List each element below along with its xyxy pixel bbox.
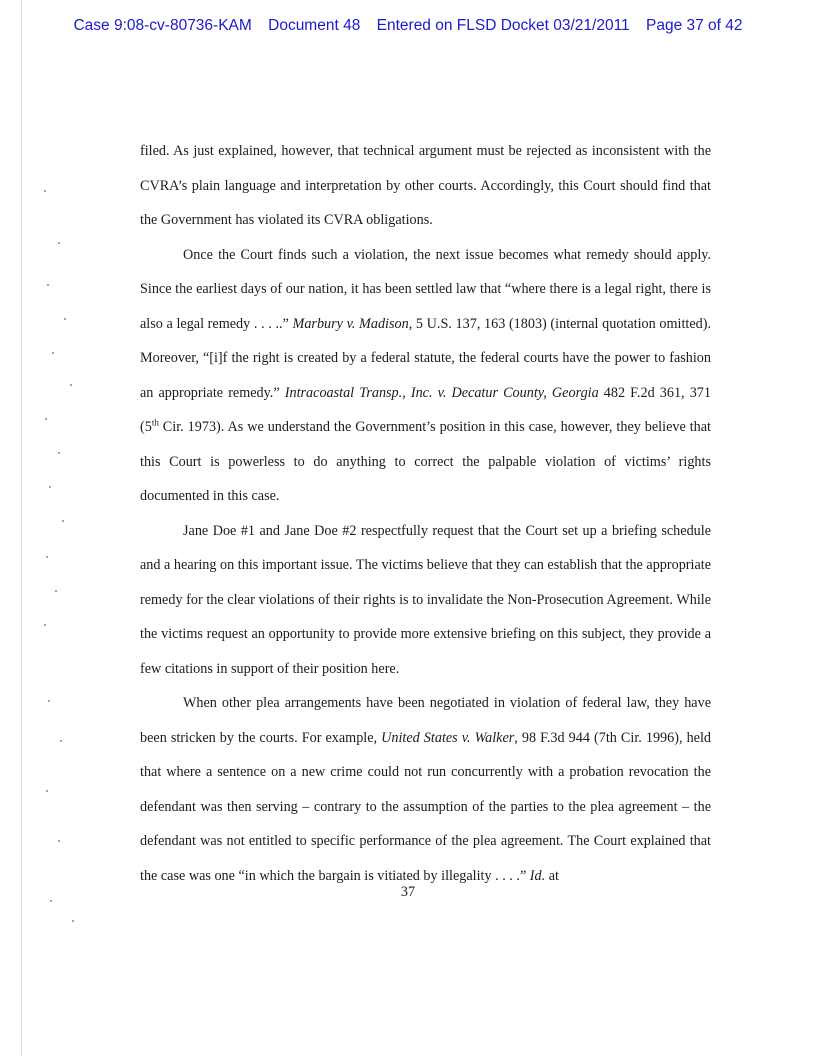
- paragraph-2-text: Cir. 1973). As we understand the Government’s position in this case, however, they believe that this Court is powerless to do anything to correct the palpable violation of victims’ rights documented in this case.: [140, 419, 711, 504]
- scan-speck: [55, 590, 57, 592]
- paragraph-2-text: 5 U.S. 137, 163 (1803) (internal quotation omitted). Moreover, “[i]f the right is created by a federal statute, the federal courts have the power to fashion an appropriate remedy.”: [140, 315, 712, 401]
- scan-speck: [64, 318, 66, 320]
- scan-speck: [58, 840, 60, 842]
- case-citation-intracoastal: Intracoastal Transp., Inc. v. Decatur County, Georgia: [284, 384, 599, 401]
- paragraph-4: [140, 686, 711, 893]
- docket-header: [0, 17, 816, 35]
- scan-speck: [46, 790, 48, 792]
- scan-speck: [47, 284, 49, 286]
- document-body: [140, 134, 711, 893]
- scan-speck: [70, 384, 72, 386]
- docket-entry-date: Entered on FLSD Docket 03/21/2011: [376, 17, 630, 34]
- page-number: 37: [400, 884, 416, 900]
- scan-speck: [50, 900, 52, 902]
- paragraph-4-text: , 98 F.3d 944 (7th Cir. 1996), held that where a sentence on a new crime could not run concurrently with a probation revocation the defendant was then serving – contrary to the assumption of the parties to the plea agreement – the defendant was not entitled to specific performance of the plea agreement. The Court explained that the case was one “in which the bargain is vitiated by illegality . . . .”: [140, 729, 711, 884]
- scan-speck: [52, 352, 54, 354]
- scan-speck: [45, 418, 47, 420]
- case-citation-marbury: Marbury v. Madison,: [292, 315, 413, 332]
- paragraph-1: filed. As just explained, however, that technical argument must be rejected as inconsistent with the CVRA’s plain language and interpretation by other courts. Accordingly, this Court should find that the Government has violated its CVRA obligations.: [140, 143, 711, 228]
- scan-speck: [49, 486, 51, 488]
- scan-speck: [44, 624, 46, 626]
- page-indicator: Page 37 of 42: [646, 17, 743, 34]
- scan-speck: [58, 452, 60, 454]
- paragraph-4-text: at: [545, 867, 559, 884]
- scan-speck: [60, 740, 62, 742]
- document-number: Document 48: [268, 17, 361, 34]
- paragraph-3: Jane Doe #1 and Jane Doe #2 respectfully request that the Court set up a briefing schedule and a hearing on this important issue. The victims believe that they can establish that the appropriate remedy for the clear violations of their rights is to invalidate the Non-Prosecution Agreement. While the victims request an opportunity to provide more extensive briefing on this subject, they provide a few citations in support of their position here.: [140, 522, 711, 677]
- citation-id: Id.: [529, 867, 546, 884]
- scan-speck: [44, 190, 46, 192]
- paragraph-2-text: Once the Court finds such a violation, the next issue becomes what remedy should apply. Since the earliest days of our nation, it has been settled law that “where there is a legal right, there is also a legal remedy . . . ..”: [140, 246, 711, 332]
- scan-speck: [46, 556, 48, 558]
- scan-speck: [58, 242, 60, 244]
- paragraph-4-text: When other plea arrangements have been negotiated in violation of federal law, they have been stricken by the courts. For example,: [140, 695, 711, 746]
- paragraph-2-text: 482 F.2d 361, 371 (5: [140, 384, 711, 435]
- scan-speck: [72, 920, 74, 922]
- case-number: Case 9:08-cv-80736-KAM: [73, 17, 252, 34]
- paragraph-2: [140, 238, 711, 514]
- ordinal-superscript: th: [151, 417, 159, 428]
- case-citation-walker: United States v. Walker: [381, 729, 515, 746]
- scan-speck: [62, 520, 64, 522]
- scan-speck: [48, 700, 50, 702]
